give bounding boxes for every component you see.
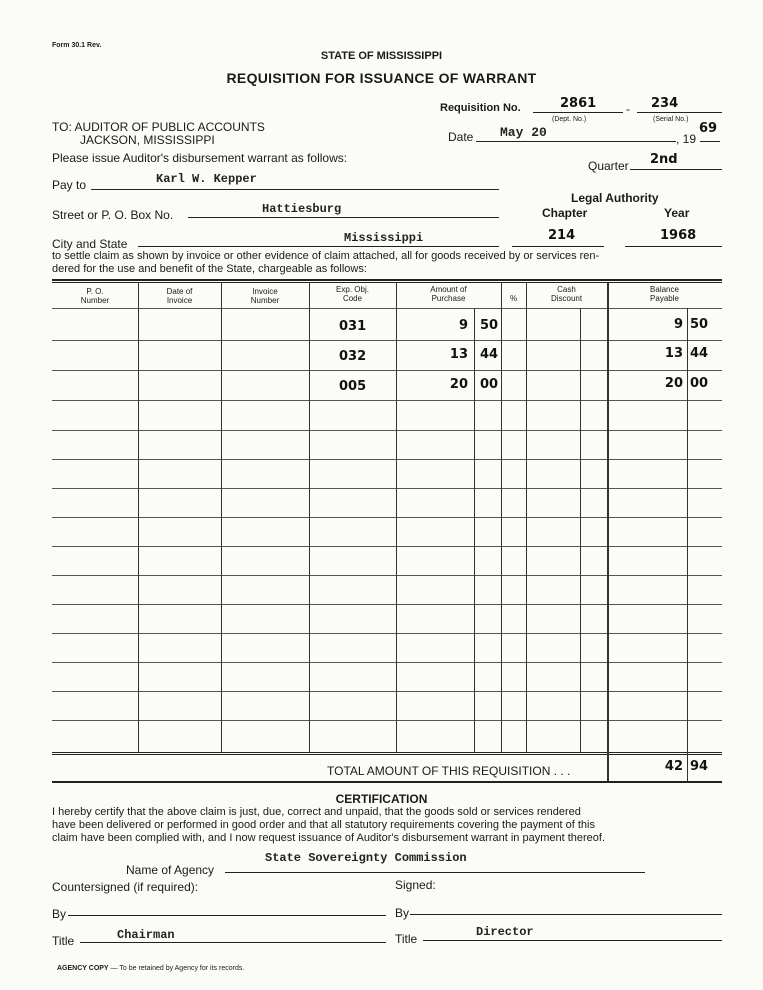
col-cash-discount: Cash Discount bbox=[550, 285, 583, 303]
city-value: Mississippi bbox=[344, 231, 424, 245]
to-line-1: TO: AUDITOR OF PUBLIC ACCOUNTS bbox=[52, 120, 265, 134]
row-code: 005 bbox=[339, 379, 367, 394]
please-issue-text: Please issue Auditor's disbursement warrant as follows: bbox=[52, 151, 348, 165]
total-label: TOTAL AMOUNT OF THIS REQUISITION . . . bbox=[327, 764, 571, 778]
row-code: 032 bbox=[339, 349, 367, 364]
row-amount-cents: 44 bbox=[480, 347, 499, 362]
row-balance-dollars: 9 bbox=[673, 317, 683, 332]
street-value: Hattiesburg bbox=[262, 202, 342, 216]
dept-label: (Dept. No.) bbox=[552, 116, 587, 123]
certification-line-3: claim have been complied with, and I now request issuance of Auditor's disbursement warrant in payment thereof. bbox=[52, 832, 606, 844]
by-right-label: By bbox=[395, 906, 410, 920]
col-amount: Amount of Purchase bbox=[430, 285, 467, 303]
date-year-prefix: , 19 bbox=[676, 132, 697, 146]
row-balance-cents: 50 bbox=[690, 317, 709, 332]
city-label: City and State bbox=[52, 237, 128, 251]
row-amount-cents: 50 bbox=[480, 318, 499, 333]
dept-number: 2861 bbox=[560, 96, 597, 111]
form-number: Form 30.1 Rev. bbox=[52, 42, 102, 49]
serial-number: 234 bbox=[651, 96, 679, 111]
certification-line-1: I hereby certify that the above claim is just, due, correct and unpaid, that the goods sold or services rendered bbox=[52, 806, 581, 818]
row-balance-dollars: 13 bbox=[664, 346, 683, 361]
requisition-label: Requisition No. bbox=[440, 102, 521, 114]
certification-title: CERTIFICATION bbox=[335, 792, 428, 806]
street-label: Street or P. O. Box No. bbox=[52, 208, 174, 222]
col-date: Date of Invoice bbox=[166, 287, 193, 305]
row-amount-dollars: 13 bbox=[449, 347, 468, 362]
col-percent: % bbox=[509, 294, 518, 303]
date-label: Date bbox=[448, 130, 474, 144]
pay-to-label: Pay to bbox=[52, 178, 87, 192]
row-balance-dollars: 20 bbox=[664, 376, 683, 391]
certification-line-2: have been delivered or performed in good order and that all statutory requirements covering the payment of this bbox=[52, 819, 595, 831]
agency-label: Name of Agency bbox=[126, 863, 215, 877]
page-title: REQUISITION FOR ISSUANCE OF WARRANT bbox=[226, 70, 537, 86]
date-value: May 20 bbox=[500, 125, 547, 140]
title-left-value: Chairman bbox=[117, 928, 175, 942]
chapter-value: 214 bbox=[548, 228, 576, 243]
row-amount-cents: 00 bbox=[480, 377, 499, 392]
title-right-value: Director bbox=[476, 925, 534, 939]
row-balance-cents: 00 bbox=[690, 376, 709, 391]
total-dollars: 42 bbox=[664, 759, 683, 774]
settle-text-2: dered for the use and benefit of the State, chargeable as follows: bbox=[52, 263, 367, 275]
legal-authority-label: Legal Authority bbox=[571, 191, 659, 205]
countersigned-label: Countersigned (if required): bbox=[52, 880, 199, 894]
total-cents: 94 bbox=[690, 759, 709, 774]
row-amount-dollars: 20 bbox=[449, 377, 468, 392]
row-code: 031 bbox=[339, 319, 367, 334]
requisition-dash: - bbox=[626, 102, 630, 116]
footer-note: AGENCY COPY — To be retained by Agency for its records. bbox=[57, 965, 245, 972]
quarter-label: Quarter bbox=[588, 159, 629, 173]
quarter-value: 2nd bbox=[650, 152, 678, 167]
row-amount-dollars: 9 bbox=[458, 318, 468, 333]
by-left-label: By bbox=[52, 907, 67, 921]
state-heading: STATE OF MISSISSIPPI bbox=[320, 50, 443, 62]
legal-year-value: 1968 bbox=[660, 228, 697, 243]
serial-label: (Serial No.) bbox=[653, 116, 689, 123]
row-balance-cents: 44 bbox=[690, 346, 709, 361]
chapter-label: Chapter bbox=[542, 206, 588, 220]
to-line-2: JACKSON, MISSISSIPPI bbox=[80, 133, 215, 147]
signed-label: Signed: bbox=[395, 878, 436, 892]
agency-value: State Sovereignty Commission bbox=[265, 851, 467, 865]
title-right-label: Title bbox=[395, 932, 418, 946]
pay-to-value: Karl W. Kepper bbox=[156, 172, 257, 186]
settle-text-1: to settle claim as shown by invoice or other evidence of claim attached, all for goods received by or services ren- bbox=[52, 250, 600, 262]
col-invoice: Invoice Number bbox=[250, 287, 280, 305]
year-label: Year bbox=[664, 206, 690, 220]
col-balance: Balance Payable bbox=[650, 285, 679, 303]
date-year: 69 bbox=[699, 121, 718, 136]
col-po: P. O. Number bbox=[80, 287, 110, 305]
col-exp-code: Exp. Obj. Code bbox=[336, 285, 369, 303]
title-left-label: Title bbox=[52, 934, 75, 948]
